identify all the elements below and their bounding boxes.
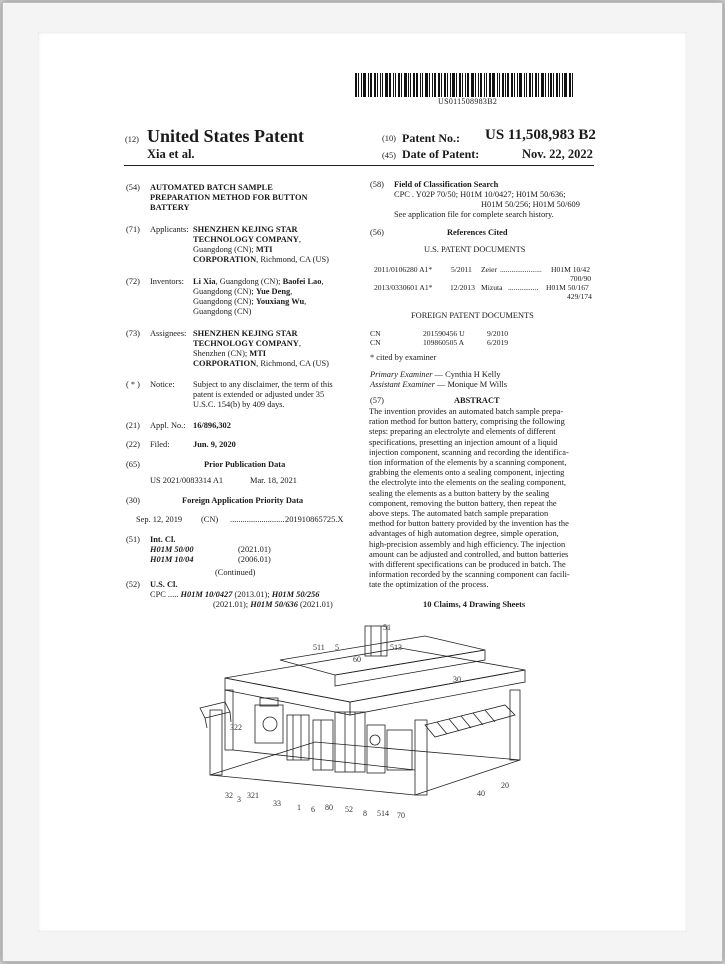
barcode-bar <box>422 73 423 97</box>
references-heading: References Cited <box>447 228 508 237</box>
barcode-bar <box>363 73 366 97</box>
priority-country: (CN) <box>201 515 219 524</box>
inventor-line-1: Li Xia, Guangdong (CN); Baofei Lao, <box>193 277 324 286</box>
abstract-line: steps: preparing an electrolyte and elements of different <box>369 427 556 437</box>
us-doc-2-class: H01M 50/167 <box>546 283 589 292</box>
inventor-line-3: Guangdong (CN); Youxiang Wu, <box>193 297 307 306</box>
primary-examiner: Primary Examiner — Cynthia H Kelly <box>370 370 501 379</box>
int-cl-label: Int. Cl. <box>150 535 176 544</box>
inventors-label: Inventors: <box>150 277 184 286</box>
field-search-line-2: H01M 50/256; H01M 50/609 <box>481 200 580 209</box>
barcode-bar <box>471 73 474 97</box>
barcode-bar <box>429 73 430 97</box>
patent-no-label: Patent No.: <box>402 131 460 145</box>
barcode-bar <box>532 73 533 97</box>
field-72-code: (72) <box>126 277 140 286</box>
applicant-line-1: SHENZHEN KEJING STAR <box>193 225 298 234</box>
barcode-bar <box>370 73 372 97</box>
drawing-label: 513 <box>390 643 402 652</box>
us-doc-2-name: Mizuta <box>481 283 503 292</box>
barcode-bar <box>385 73 388 97</box>
us-docs-heading: U.S. PATENT DOCUMENTS <box>424 245 526 254</box>
priority-number: 201910865725.X <box>285 515 344 524</box>
assignee-line-2: TECHNOLOGY COMPANY, <box>193 339 301 348</box>
abstract-line: high-precision assembly and high efficiency. The injection <box>369 539 566 549</box>
abstract-line: grabbing the elements onto a sealing component, injecting <box>369 468 565 478</box>
cpc-line-2: (2021.01); H01M 50/636 (2021.01) <box>213 600 333 609</box>
barcode-bar <box>434 73 436 97</box>
abstract-line: method for button battery provided by the invention has the <box>369 519 569 529</box>
abstract-line: with different specifications can be produced in batch. The <box>369 560 566 570</box>
barcode-bar <box>404 73 407 97</box>
field-73-code: (73) <box>126 329 140 338</box>
abstract-body <box>369 407 593 591</box>
notice-line-3: U.S.C. 154(b) by 409 days. <box>193 400 285 409</box>
continued-note: (Continued) <box>215 568 256 577</box>
abstract-line: tion information of the elements by a scanning component, <box>369 458 567 468</box>
machine-drawing <box>185 620 535 840</box>
us-doc-1-date: 5/2011 <box>451 265 472 274</box>
patent-no: US 11,508,983 B2 <box>485 127 596 143</box>
title-line-2: PREPARATION METHOD FOR BUTTON <box>150 193 308 202</box>
barcode-bar <box>569 73 571 97</box>
notice-label: Notice: <box>150 380 175 389</box>
barcode-bar <box>511 73 513 97</box>
int-cl-code-2: H01M 10/04 <box>150 555 194 564</box>
barcode-number: US011508983B2 <box>438 97 498 106</box>
field-21-code: (21) <box>126 421 140 430</box>
foreign-docs-heading: FOREIGN PATENT DOCUMENTS <box>411 311 534 320</box>
drawing-label: 511 <box>313 643 325 652</box>
foreign-doc-2-country: CN <box>370 338 381 347</box>
abstract-heading: ABSTRACT <box>454 396 500 405</box>
abstract-line: tate the optimization of the process. <box>369 580 489 590</box>
field-51-code: (51) <box>126 535 140 544</box>
barcode-bar <box>502 73 504 97</box>
us-doc-2-dots: ................ <box>508 283 539 292</box>
drawing-label: 1 <box>297 803 301 812</box>
foreign-doc-2-date: 6/2019 <box>487 338 509 347</box>
barcode-bar <box>398 73 400 97</box>
barcode-bar <box>572 73 573 97</box>
applicant-line-3: Guangdong (CN); MTI <box>193 245 273 254</box>
barcode-bar <box>374 73 376 97</box>
barcode-bar <box>456 73 457 97</box>
prior-publication-heading: Prior Publication Data <box>204 460 286 469</box>
us-doc-2-class2: 429/174 <box>567 292 592 301</box>
barcode-bar <box>538 73 539 97</box>
drawing-label: 20 <box>501 781 509 790</box>
priority-dots: .......................... <box>230 515 285 524</box>
drawing-label: 3 <box>237 795 241 804</box>
field-71-code: (71) <box>126 225 140 234</box>
barcode-bar <box>489 73 491 97</box>
priority-date: Sep. 12, 2019 <box>136 515 183 524</box>
notice-line-1: Subject to any disclaimer, the term of this <box>193 380 333 389</box>
barcode-bar <box>550 73 552 97</box>
barcode-bar <box>486 73 487 97</box>
cited-by-examiner: * cited by examiner <box>370 353 437 362</box>
abstract-line: advantages of high automation degree, simple operation, <box>369 529 559 539</box>
barcode-bar <box>478 73 479 97</box>
drawing-label: 52 <box>345 805 353 814</box>
barcode-bar <box>395 73 396 97</box>
drawing-label: 5 <box>335 643 339 652</box>
foreign-doc-2-number: 109860505 A <box>423 338 465 347</box>
us-doc-1-class: H01M 10/42 <box>551 265 591 274</box>
barcode-bar <box>559 73 560 97</box>
authors: Xia et al. <box>147 147 195 161</box>
drawing-label: 8 <box>363 809 367 818</box>
drawing-label: 6 <box>311 805 315 814</box>
drawing-label: 32 <box>225 791 233 800</box>
publication-number: US 2021/0083314 A1 <box>150 476 224 485</box>
field-30-code: (30) <box>126 496 140 505</box>
header-rule <box>124 165 594 166</box>
abstract-line: component, removing the button battery, then repeat the <box>369 498 557 508</box>
assignee-line-4: CORPORATION, Richmond, CA (US) <box>193 359 329 368</box>
abstract-line: above steps. The automated batch sample preparation <box>369 509 549 519</box>
barcode-bar <box>368 73 369 97</box>
title-line-1: AUTOMATED BATCH SAMPLE <box>150 183 273 192</box>
abstract-line: information recorded by the scanning component can facili- <box>369 570 570 580</box>
barcode-bar <box>562 73 563 97</box>
field-65-code: (65) <box>126 460 140 469</box>
barcode-bar <box>355 73 357 97</box>
abstract-line: sealing the elements as a button battery by the sealing <box>369 488 550 498</box>
barcode-bar <box>389 73 391 97</box>
barcode-bar <box>380 73 381 97</box>
barcode-bar <box>361 73 362 97</box>
filed-date: Jun. 9, 2020 <box>193 440 236 449</box>
drawing-label: 60 <box>353 655 361 664</box>
field-search-line-3: See application file for complete search history. <box>394 210 554 219</box>
us-doc-1-name: Zeier <box>481 265 498 274</box>
drawing-label: 51 <box>383 623 391 632</box>
barcode-bar <box>462 73 463 97</box>
barcode-bar <box>450 73 451 97</box>
barcode-bar <box>377 73 378 97</box>
barcode-bar <box>497 73 498 97</box>
barcode-bar <box>432 73 433 97</box>
us-doc-2-date: 12/2013 <box>450 283 475 292</box>
drawing-label: 321 <box>247 791 259 800</box>
field-57-code: (57) <box>370 396 384 405</box>
abstract-line: amount can be adjusted and controlled, and button batteries <box>369 549 569 559</box>
barcode-bar <box>517 73 518 97</box>
assignees-label: Assignees: <box>150 329 187 338</box>
notice-code: ( * ) <box>126 380 140 389</box>
barcode-bar <box>480 73 482 97</box>
field-search-label: Field of Classification Search <box>394 180 499 189</box>
barcode-bar <box>529 73 531 97</box>
field-58-code: (58) <box>370 180 384 189</box>
drawing-label: 322 <box>230 723 242 732</box>
barcode-bar <box>484 73 485 97</box>
barcode-bar <box>452 73 455 97</box>
barcode-bar <box>492 73 495 97</box>
barcode-bar <box>408 73 409 97</box>
title-line-3: BATTERY <box>150 203 190 212</box>
barcode-bar <box>524 73 525 97</box>
cpc-line-1: CPC ..... H01M 10/0427 (2013.01); H01M 50/256 <box>150 590 320 599</box>
publication-date: Mar. 18, 2021 <box>250 476 297 485</box>
barcode-bar <box>420 73 421 97</box>
inventor-line-4: Guangdong (CN) <box>193 307 252 316</box>
barcode-bar <box>459 73 461 97</box>
applicant-line-4: CORPORATION, Richmond, CA (US) <box>193 255 329 264</box>
notice-line-2: patent is extended or adjusted under 35 <box>193 390 325 399</box>
patent-type: United States Patent <box>147 126 304 146</box>
barcode-bar <box>444 73 446 97</box>
barcode-bar <box>441 73 442 97</box>
barcode-bar <box>505 73 506 97</box>
field-52-code: (52) <box>126 580 140 589</box>
barcode-bar <box>401 73 402 97</box>
patent-date: Nov. 22, 2022 <box>522 147 593 161</box>
int-cl-year-1: (2021.01) <box>238 545 271 554</box>
barcode-bar <box>556 73 558 97</box>
filed-label: Filed: <box>150 440 170 449</box>
assignee-line-1: SHENZHEN KEJING STAR <box>193 329 298 338</box>
drawing-label: 70 <box>397 811 405 820</box>
us-doc-1-number: 2011/0106280 A1* <box>374 265 433 274</box>
field-22-code: (22) <box>126 440 140 449</box>
foreign-doc-1-number: 201590456 U <box>423 329 465 338</box>
abstract-line: ration method for button battery, comprising the following <box>369 417 565 427</box>
barcode-bar <box>413 73 415 97</box>
us-cl-label: U.S. Cl. <box>150 580 178 589</box>
assignee-line-3: Shenzhen (CN); MTI <box>193 349 267 358</box>
barcode-bar <box>541 73 544 97</box>
barcode-bar <box>438 73 440 97</box>
drawing-label: 80 <box>325 803 333 812</box>
drawing-label: 514 <box>377 809 389 818</box>
barcode-bar <box>564 73 567 97</box>
barcode-bar <box>465 73 466 97</box>
us-doc-1-dots: ...................... <box>500 265 542 274</box>
barcode-bar <box>393 73 394 97</box>
assistant-examiner: Assistant Examiner — Monique M Wills <box>370 380 508 389</box>
int-cl-code-1: H01M 50/00 <box>150 545 194 554</box>
foreign-doc-1-country: CN <box>370 329 381 338</box>
barcode-bar <box>514 73 515 97</box>
abstract-line: the electrolyte into the elements on the sealing component, <box>369 478 566 488</box>
barcode-bar <box>447 73 448 97</box>
int-cl-year-2: (2006.01) <box>238 555 271 564</box>
barcode-bar <box>499 73 500 97</box>
barcode-bar <box>548 73 549 97</box>
appl-no-label: Appl. No.: <box>150 421 186 430</box>
barcode-bar <box>535 73 537 97</box>
field-search-line-1: CPC . Y02P 70/50; H01M 10/0427; H01M 50/636; <box>394 190 566 199</box>
barcode-bar <box>416 73 418 97</box>
abstract-line: specifications, presetting an injection amount of a liquid <box>369 437 558 447</box>
barcode-bar <box>382 73 383 97</box>
applicants-label: Applicants: <box>150 225 189 234</box>
barcode-bar <box>519 73 522 97</box>
barcode-bar <box>526 73 527 97</box>
barcode-bar <box>545 73 546 97</box>
drawing-label: 30 <box>453 675 461 684</box>
barcode-bar <box>425 73 428 97</box>
barcode-bar <box>475 73 476 97</box>
us-doc-2-number: 2013/0330601 A1* <box>374 283 433 292</box>
field-56-code: (56) <box>370 228 384 237</box>
foreign-priority-heading: Foreign Application Priority Data <box>182 496 304 505</box>
abstract-line: injection component, scanning and recording the identifica- <box>369 447 569 457</box>
barcode-bar <box>358 73 359 97</box>
drawing-label: 33 <box>273 799 281 808</box>
barcode-bar <box>553 73 554 97</box>
foreign-doc-1-date: 9/2010 <box>487 329 509 338</box>
date-label: Date of Patent: <box>402 147 480 161</box>
barcode-bar <box>410 73 411 97</box>
appl-no: 16/896,302 <box>193 421 231 430</box>
code-10: (10) <box>382 134 396 143</box>
us-doc-1-class2: 700/90 <box>570 274 592 283</box>
barcode-bar <box>467 73 469 97</box>
field-54-code: (54) <box>126 183 140 192</box>
applicant-line-2: TECHNOLOGY COMPANY, <box>193 235 301 244</box>
drawing-label: 40 <box>477 789 485 798</box>
abstract-line: The invention provides an automated batch sample prepa- <box>369 407 564 416</box>
barcode-bar <box>507 73 509 97</box>
claims-summary: 10 Claims, 4 Drawing Sheets <box>423 600 526 609</box>
code-45: (45) <box>382 151 396 160</box>
inventor-line-2: Guangdong (CN); Yue Deng, <box>193 287 293 296</box>
barcode <box>355 73 574 97</box>
code-12: (12) <box>125 135 139 144</box>
